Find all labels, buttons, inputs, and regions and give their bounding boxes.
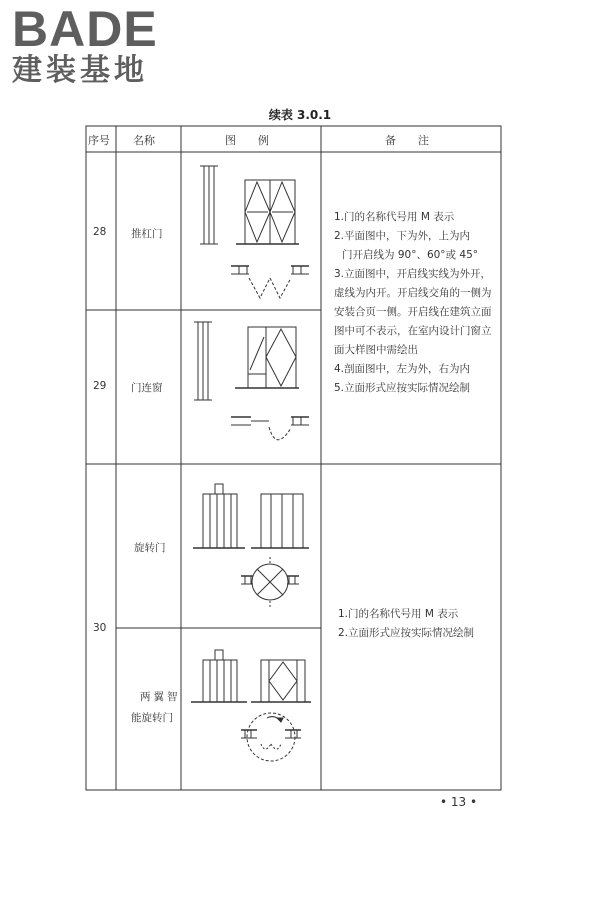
remarks-row-30	[338, 605, 474, 643]
row-28-no: 28	[93, 226, 107, 238]
row-28-name: 推杠门	[131, 228, 163, 240]
push-bar-door-elevation	[236, 180, 299, 244]
door-window-plan	[231, 417, 309, 440]
logo-wordmark: BADE	[12, 1, 158, 57]
smart-revolving-door-plan	[241, 713, 301, 761]
remark-line: 1.门的名称代号用 M 表示	[334, 211, 455, 223]
remark-line: 2.立面形式应按实际情况绘制	[338, 627, 475, 639]
header-name: 名称	[133, 134, 155, 147]
header-legend: 图 例	[225, 134, 269, 147]
revolving-door-elevation	[251, 494, 309, 548]
table-title: 续表 3.0.1	[268, 108, 332, 122]
remarks-rows-28-29	[334, 208, 492, 398]
remark-line: 3.立面图中，开启线实线为外开，	[334, 268, 492, 280]
row-30-no: 30	[93, 622, 107, 634]
remark-line: 虚线为内开。开启线交角的一侧为	[334, 287, 492, 299]
row-30-name-b-line1: 两翼智	[140, 691, 181, 703]
row-29-name: 门连窗	[131, 382, 163, 394]
remark-line: 安装合页一侧。开启线在建筑立面	[334, 306, 492, 318]
page-number: • 13 •	[440, 795, 478, 809]
header-no: 序号	[88, 134, 110, 147]
row-30-name-b-line2: 能旋转门	[131, 712, 173, 724]
remark-line: 面大样图中需绘出	[334, 344, 418, 356]
smart-revolving-door-elevation	[251, 660, 311, 702]
row-30-name-a: 旋转门	[134, 542, 166, 554]
smart-revolving-door-section	[191, 650, 247, 702]
remark-line: 门开启线为 90°、60°或 45°	[342, 249, 479, 261]
push-bar-door-plan	[231, 266, 309, 298]
remark-line: 4.剖面图中，左为外，右为内	[334, 363, 471, 375]
row-29-no: 29	[93, 380, 107, 392]
door-window-section	[194, 322, 212, 400]
legend-drawings	[181, 152, 321, 790]
logo-subtitle: 建装基地	[12, 53, 148, 88]
remark-line: 5.立面形式应按实际情况绘制	[334, 382, 471, 394]
remark-line: 2.平面图中，下为外，上为内	[334, 230, 471, 242]
remark-line: 1.门的名称代号用 M 表示	[338, 608, 459, 620]
remark-line: 图中可不表示，在室内设计门窗立	[334, 325, 492, 337]
door-window-elevation	[235, 327, 299, 388]
revolving-door-section	[193, 484, 245, 548]
header-remarks: 备 注	[385, 134, 429, 147]
push-bar-door-section	[200, 166, 218, 244]
revolving-door-plan	[241, 557, 299, 607]
